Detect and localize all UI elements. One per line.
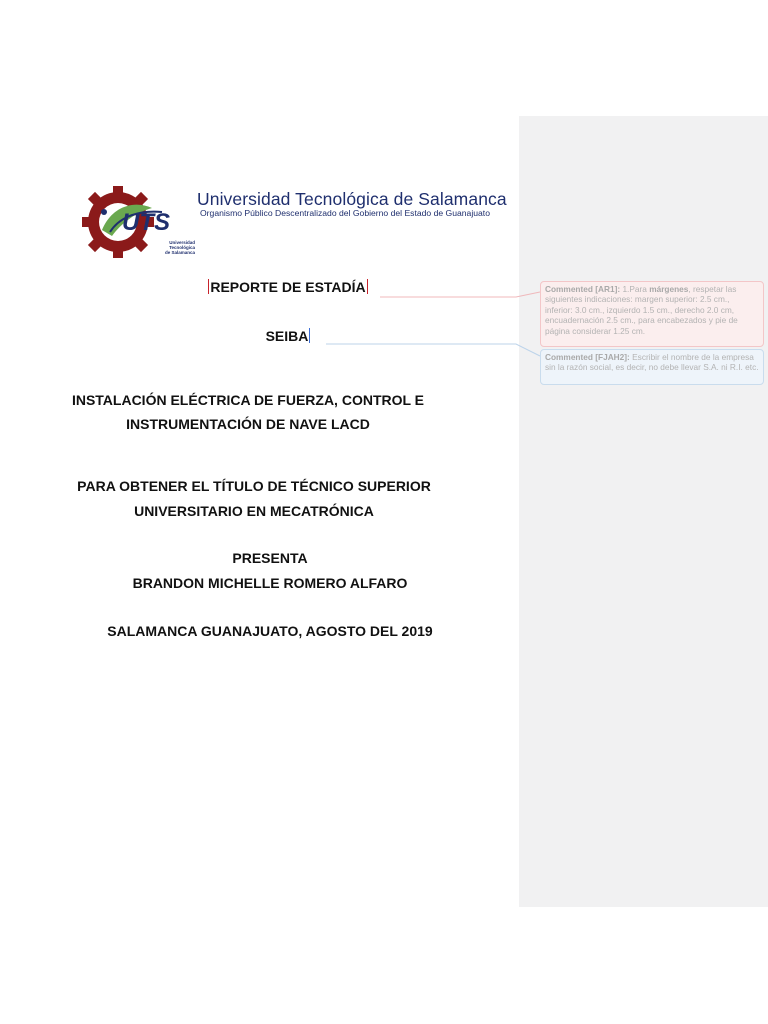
connector-comment-1 xyxy=(380,292,540,297)
comment-2-label: Commented [FJAH2]: xyxy=(545,352,630,362)
logo-letters: UTS xyxy=(122,209,170,236)
report-title: REPORTE DE ESTADÍA xyxy=(210,279,366,295)
comment-balloon-2[interactable]: Commented [FJAH2]: Escribir el nombre de la empresa sin la razón social, es decir, no debe llevar S.A. ni R.I. etc. xyxy=(540,349,764,385)
project-title-line-2: INSTRUMENTACIÓN DE NAVE LACD xyxy=(126,416,370,432)
place-and-date: SALAMANCA GUANAJUATO, AGOSTO DEL 2019 xyxy=(107,623,433,639)
connector-comment-2 xyxy=(326,344,540,356)
company-name: SEIBA xyxy=(265,328,309,344)
university-subtitle: Organismo Público Descentralizado del Gobierno del Estado de Guanajuato xyxy=(200,208,490,218)
university-name: Universidad Tecnológica de Salamanca xyxy=(197,189,507,209)
author-name: BRANDON MICHELLE ROMERO ALFARO xyxy=(132,575,408,591)
logo-caption: Universidad Tecnológica de Salamanca xyxy=(164,240,195,255)
comment-1-label: Commented [AR1]: xyxy=(545,284,621,294)
degree-line-2: UNIVERSITARIO EN MECATRÓNICA xyxy=(134,503,374,519)
presenta-label: PRESENTA xyxy=(232,550,308,566)
comment-balloon-1[interactable]: Commented [AR1]: 1.Para márgenes, respetar las siguientes indicaciones: margen superior: 2.5 cm., inferior: 3.0 cm., izquierdo 1.5 cm., derecho 2.0 cm, encuadernación 2.5 cm., para encabezados y pie de página considerar 1.25 cm. xyxy=(540,281,764,347)
project-title-line-1: INSTALACIÓN ELÉCTRICA DE FUERZA, CONTROL E xyxy=(71,392,425,408)
degree-line-1: PARA OBTENER EL TÍTULO DE TÉCNICO SUPERIOR xyxy=(77,478,431,494)
